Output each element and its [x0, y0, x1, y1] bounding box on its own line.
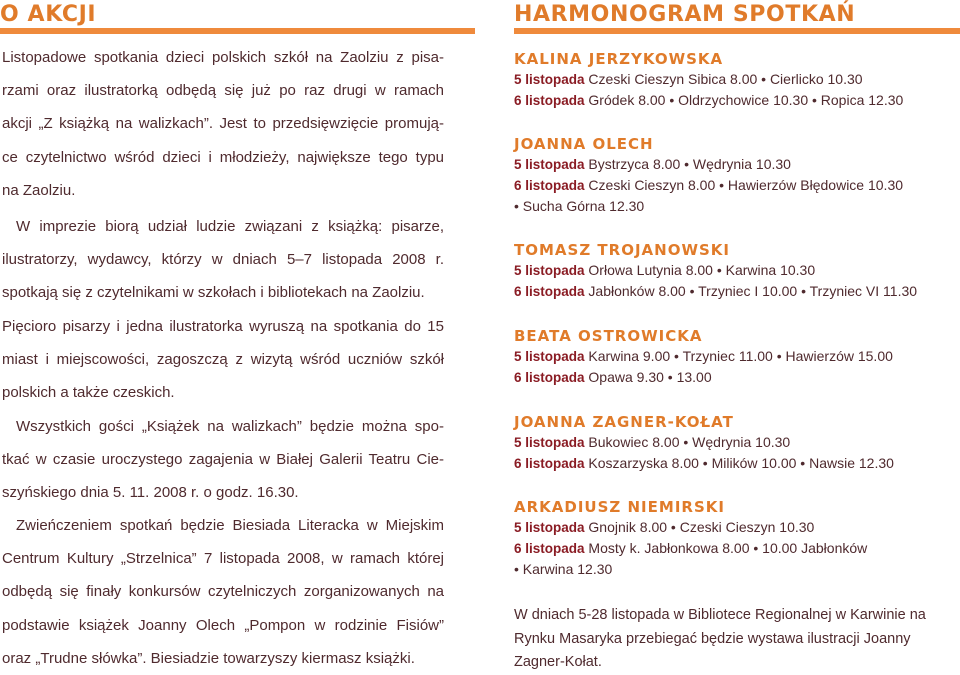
- exhibition-note: W dniach 5-28 listopada w Bibliotece Regionalnej w Karwinie na Rynku Masaryka przebiegać będzie wystawa ilustracji Joanny Zagner-Kołat.: [514, 607, 926, 670]
- schedule-section-olech: [514, 134, 960, 217]
- text-line: spotkają się z czytelnikami w szkołach i bibliotekach na Zaolziu.: [2, 284, 425, 302]
- schedule-places: Jabłonków 8.00 • Trzyniec I 10.00 • Trzyniec VI 11.30: [584, 283, 918, 299]
- schedule-places: Czeski Cieszyn 8.00 • Hawierzów Błędowice 10.30: [584, 177, 904, 193]
- authors-paragraph: [2, 310, 444, 410]
- schedule-places: Opawa 9.30 • 13.00: [584, 369, 712, 385]
- schedule-row: [514, 346, 960, 367]
- schedule-date: 5 listopada: [514, 435, 585, 450]
- schedule-row: [514, 175, 960, 196]
- schedule-section-trojanowski: [514, 240, 960, 302]
- schedule-section-ostrowicka: [514, 326, 960, 388]
- left-column-title: O AKCJI: [0, 0, 475, 34]
- schedule-date: 5 listopada: [514, 263, 585, 278]
- author-name: KALINA JERZYKOWSKA: [514, 50, 724, 68]
- schedule-row: [514, 517, 960, 538]
- text-line: miast i miejscowości, zagoszczą z wizytą wśród uczniów szkół: [2, 351, 444, 369]
- schedule-row: [514, 367, 960, 388]
- schedule-places: • Karwina 12.30: [514, 561, 613, 577]
- schedule-row: [514, 559, 960, 580]
- intro-paragraph: [2, 41, 444, 207]
- author-name: TOMASZ TROJANOWSKI: [514, 241, 731, 259]
- schedule-date: 5 listopada: [514, 157, 585, 172]
- schedule-places: • Sucha Górna 12.30: [514, 198, 645, 214]
- schedule-section-zagner-kolat: [514, 412, 960, 474]
- text-line: Pięcioro pisarzy i jedna ilustratorka wyruszą na spotkania do 15: [2, 318, 444, 335]
- text-line: szyńskiego dnia 5. 11. 2008 r. o godz. 16.30.: [2, 484, 299, 502]
- text-line: tkać w czasie uroczystego zagajenia w Białej Galerii Teatru Cie-: [2, 451, 444, 469]
- text-line: ce czytelnictwo wśród dzieci i młodzieży, największe tego typu: [2, 148, 444, 166]
- text-line: akcji „Z książką na walizkach”. Jest to przedsięwzięcie promują-: [2, 115, 444, 133]
- author-name: JOANNA OLECH: [514, 135, 654, 153]
- schedule-section-niemirski: [514, 497, 960, 580]
- schedule-date: 6 listopada: [514, 541, 585, 556]
- feast-paragraph: [2, 509, 444, 675]
- schedule-row: [514, 69, 960, 90]
- schedule-places: Czeski Cieszyn Sibica 8.00 • Cierlicko 10.30: [584, 71, 863, 87]
- schedule-row: [514, 196, 960, 217]
- schedule-date: 6 listopada: [514, 456, 585, 471]
- schedule-places: Bukowiec 8.00 • Wędrynia 10.30: [584, 434, 791, 450]
- schedule-date: 6 listopada: [514, 93, 585, 108]
- participants-paragraph: [2, 210, 444, 310]
- schedule-row: [514, 154, 960, 175]
- schedule-title: HARMONOGRAM SPOTKAŃ: [514, 0, 960, 34]
- author-name: ARKADIUSZ NIEMIRSKI: [514, 498, 725, 516]
- schedule-places: Koszarzyska 8.00 • Milików 10.00 • Nawsie 12.30: [584, 455, 894, 471]
- schedule-places: Bystrzyca 8.00 • Wędrynia 10.30: [584, 156, 791, 172]
- text-line: Zwieńczeniem spotkań będzie Biesiada Literacka w Miejskim: [16, 517, 444, 534]
- schedule-places: Gnojnik 8.00 • Czeski Cieszyn 10.30: [584, 519, 815, 535]
- opening-paragraph: [2, 410, 444, 510]
- schedule-section-jerzykowska: [514, 49, 960, 111]
- schedule-places: Karwina 9.00 • Trzyniec 11.00 • Hawierzów 15.00: [584, 348, 893, 364]
- text-line: polskich a także czeskich.: [2, 384, 175, 402]
- schedule-date: 6 listopada: [514, 370, 585, 385]
- text-line: W imprezie biorą udział ludzie związani z książką: pisarze,: [16, 218, 444, 235]
- schedule-row: [514, 260, 960, 281]
- text-line: ilustratorzy, wydawcy, którzy w dniach 5–7 listopada 2008 r.: [2, 251, 444, 269]
- schedule-row: [514, 538, 960, 559]
- schedule-row: [514, 90, 960, 111]
- text-line: Wszystkich gości „Książek na walizkach” będzie można spo-: [16, 418, 444, 435]
- schedule-date: 6 listopada: [514, 178, 585, 193]
- author-name: JOANNA ZAGNER-KOŁAT: [514, 413, 734, 431]
- schedule-date: 5 listopada: [514, 72, 585, 87]
- schedule-date: 5 listopada: [514, 349, 585, 364]
- schedule-places: Orłowa Lutynia 8.00 • Karwina 10.30: [584, 262, 816, 278]
- schedule-places: Gródek 8.00 • Oldrzychowice 10.30 • Ropica 12.30: [584, 92, 904, 108]
- schedule-row: [514, 432, 960, 453]
- author-name: BEATA OSTROWICKA: [514, 327, 703, 345]
- text-line: odbędą się finały konkursów czytelniczych zorganizowanych na: [2, 583, 444, 601]
- text-line: Listopadowe spotkania dzieci polskich szkół na Zaolziu z pisa-: [2, 49, 444, 66]
- schedule-date: 6 listopada: [514, 284, 585, 299]
- schedule-row: [514, 453, 960, 474]
- text-line: Centrum Kultury „Strzelnica” 7 listopada 2008, w ramach której: [2, 550, 444, 568]
- text-line: podstawie książek Joanny Olech „Pompon w rodzinie Fisiów”: [2, 616, 444, 634]
- schedule-row: [514, 281, 960, 302]
- text-line: oraz „Trudne słówka”. Biesiadzie towarzyszy kiermasz książki.: [2, 649, 415, 667]
- schedule-places: Mosty k. Jabłonkowa 8.00 • 10.00 Jabłonków: [584, 540, 868, 556]
- text-line: na Zaolziu.: [2, 181, 76, 199]
- text-line: rzami oraz ilustratorką odbędą się już po raz drugi w ramach: [2, 82, 444, 100]
- schedule-date: 5 listopada: [514, 520, 585, 535]
